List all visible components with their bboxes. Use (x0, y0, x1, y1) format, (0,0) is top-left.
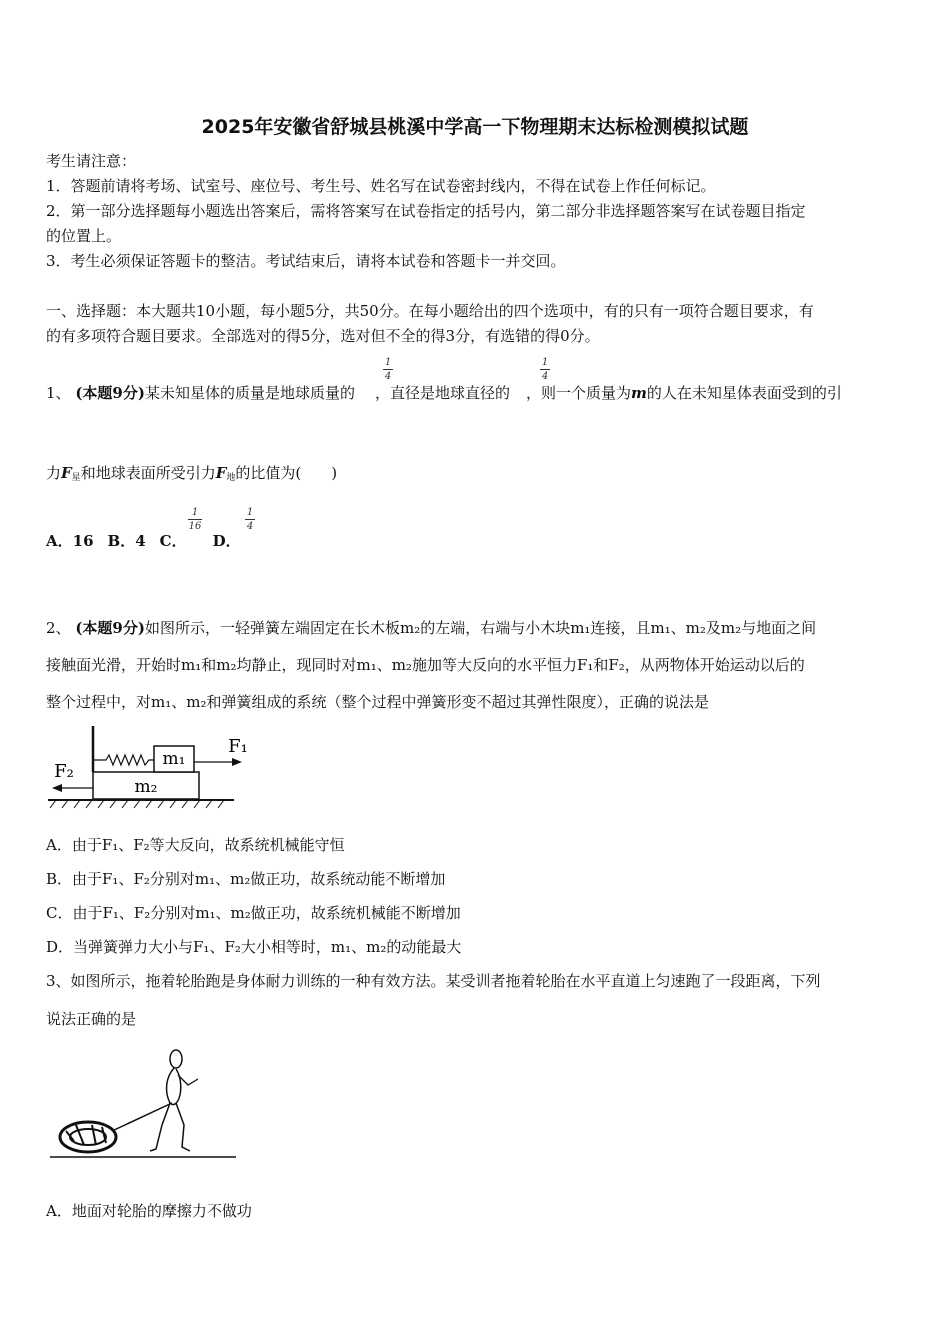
notice-item: 2．第一部分选择题每小题选出答案后，需将答案写在试卷指定的括号内，第二部分非选择题答案写在试卷题目指定 (46, 202, 806, 220)
label-f2: F₂ (54, 761, 74, 782)
question-1-line-1 (46, 382, 842, 404)
question-text: 某未知星体的质量是地球质量的 (144, 384, 355, 402)
question-text: 的人在未知星体表面受到的引 (646, 384, 842, 402)
subscript: 地 (226, 473, 236, 483)
option-d: D． (212, 532, 241, 550)
question-2-line-3: 整个过程中，对m₁、m₂和弹簧组成的系统（整个过程中弹簧形变不超过其弹性限度），正确的说法是 (46, 693, 709, 711)
notice-item: 3．考生必须保证答题卡的整洁。考试结束后，请将本试卷和答题卡一并交回。 (46, 252, 566, 270)
question-score: (本题9分) (75, 619, 145, 637)
question-2-option: B．由于F₁、F₂分别对m₁、m₂做正功，故系统动能不断增加 (46, 870, 446, 888)
question-2-line-1 (46, 617, 816, 639)
question-2-option: C．由于F₁、F₂分别对m₁、m₂做正功，故系统机械能不断增加 (46, 904, 461, 922)
label-m1: m₁ (162, 749, 186, 769)
fraction-one-quarter: 1 4 (541, 357, 549, 382)
spring-block-figure (44, 722, 254, 812)
label-f1: F₁ (228, 736, 248, 757)
question-text: 和地球表面所受引力 (80, 464, 216, 482)
section-intro-line: 一、选择题：本大题共10小题，每小题5分，共50分。在每小题给出的四个选项中，有的只有一项符合题目要求，有 (46, 302, 814, 320)
question-3-option: A．地面对轮胎的摩擦力不做功 (46, 1202, 252, 1220)
option-c: C． (159, 532, 187, 550)
arrowhead (232, 758, 242, 766)
question-1-line-2 (46, 462, 337, 489)
section-intro-line: 的有多项符合题目要求。全部选对的得5分，选对但不全的得3分，有选错的得0分。 (46, 327, 600, 345)
question-score: (本题9分) (75, 384, 145, 402)
force-symbol: F (215, 464, 227, 482)
mass-symbol: m (631, 384, 647, 402)
question-text: ，直径是地球直径的 (374, 384, 510, 402)
rope (112, 1103, 172, 1131)
page-title: 2025年安徽省舒城县桃溪中学高一下物理期末达标检测模拟试题 (201, 116, 749, 138)
question-2-line-2: 接触面光滑，开始时m₁和m₂均静止，现同时对m₁、m₂施加等大反向的水平恒力F₁和F₂，从两物体开始运动以后的 (46, 656, 805, 674)
option-a: A．16 (46, 532, 94, 550)
notice-item: 的位置上。 (46, 227, 122, 245)
question-text: ，则一个质量为 (526, 384, 632, 402)
question-number: 2、 (46, 619, 71, 637)
question-2-option: A．由于F₁、F₂等大反向，故系统机械能守恒 (46, 836, 345, 854)
fraction-one-quarter: 1 4 (246, 507, 254, 532)
tire (60, 1122, 116, 1152)
force-symbol: F (61, 464, 72, 482)
question-1-options (46, 530, 241, 552)
subscript: 星 (71, 473, 81, 483)
fraction-one-quarter: 1 4 (384, 357, 392, 382)
question-text: 如图所示，一轻弹簧左端固定在长木板m₂的左端，右端与小木块m₁连接，且m₁、m₂及m₂与地面之间 (144, 619, 817, 637)
question-number: 1、 (46, 384, 71, 402)
runner-body (167, 1068, 181, 1105)
question-3-line-2: 说法正确的是 (46, 1010, 137, 1028)
option-b: B．4 (107, 532, 146, 550)
arrowhead (52, 784, 62, 792)
notice-item: 1．答题前请将考场、试室号、座位号、考生号、姓名写在试卷密封线内，不得在试卷上作任何标记。 (46, 177, 716, 195)
tire-running-figure (50, 1045, 240, 1165)
question-2-option: D．当弹簧弹力大小与F₁、F₂大小相等时，m₁、m₂的动能最大 (46, 938, 462, 956)
runner-head (170, 1050, 182, 1068)
fraction-one-sixteenth: 1 16 (188, 507, 202, 532)
spring (94, 755, 154, 765)
notice-heading: 考生请注意： (46, 152, 137, 170)
question-3-line-1: 3、如图所示，拖着轮胎跑是身体耐力训练的一种有效方法。某受训者拖着轮胎在水平直道上匀速跑了一段距离，下列 (46, 972, 821, 990)
label-m2: m₂ (134, 777, 158, 797)
question-text: 力 (46, 464, 62, 482)
question-text: 的比值为( ) (235, 464, 338, 482)
